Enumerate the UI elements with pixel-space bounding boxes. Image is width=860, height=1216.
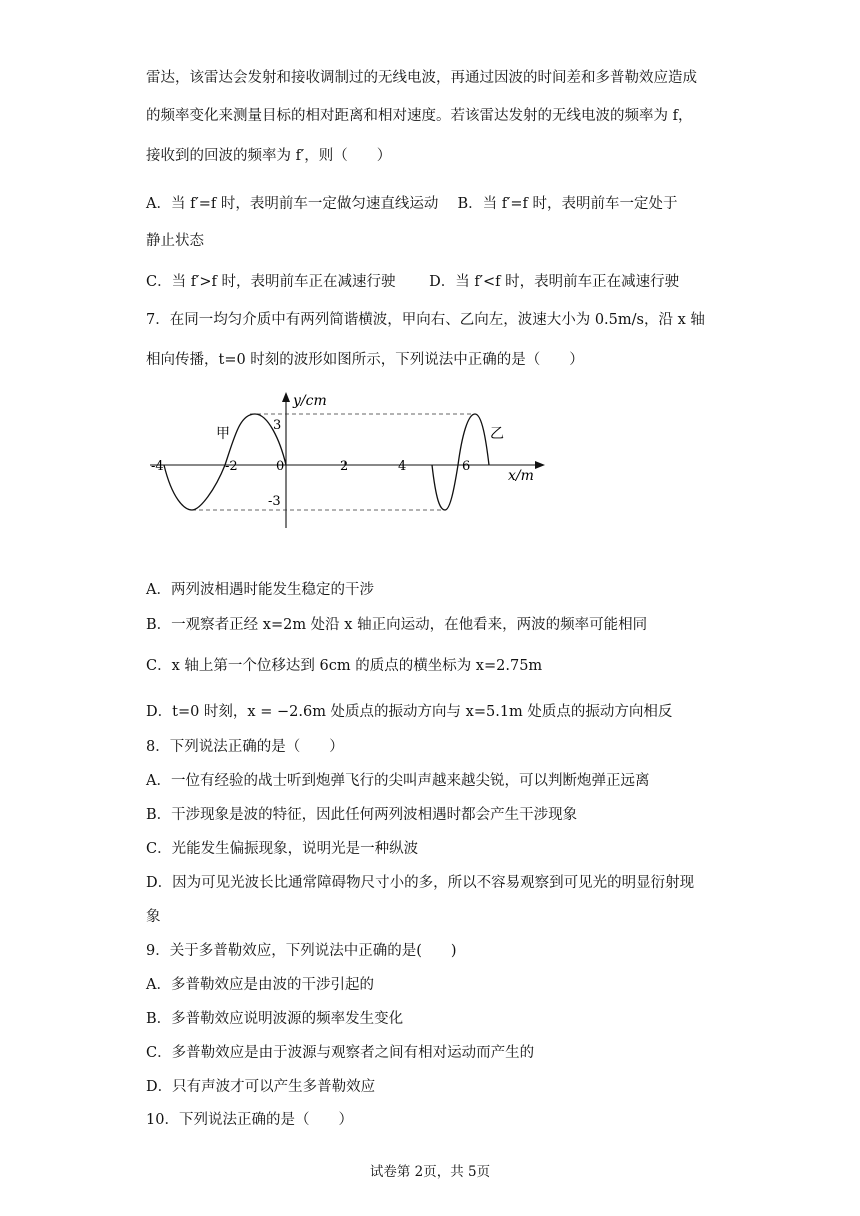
q8-option-c: C．光能发生偏振现象，说明光是一种纵波 bbox=[146, 841, 419, 857]
q8-stem: 8．下列说法正确的是（ ） bbox=[146, 739, 344, 755]
q6-stem-line-1: 雷达，该雷达会发射和接收调制过的无线电波，再通过因波的时间差和多普勒效应造成 bbox=[146, 70, 697, 86]
x-tick-neg4: -4 bbox=[151, 459, 164, 474]
wave-yi-label: 乙 bbox=[490, 426, 504, 442]
y-tick-neg3: -3 bbox=[268, 494, 281, 509]
y-tick-3: 3 bbox=[273, 418, 282, 433]
page-footer: 试卷第 2页，共 5页 bbox=[369, 1164, 491, 1180]
q6-stem-line-2: 的频率变化来测量目标的相对距离和相对速度。若该雷达发射的无线电波的频率为 f， bbox=[146, 108, 693, 124]
x-tick-neg2: -2 bbox=[225, 459, 238, 474]
wave-figure bbox=[140, 380, 560, 540]
q7-stem-line-1: 7．在同一均匀介质中有两列简谐横波，甲向右、乙向左，波速大小为 0.5m/s，沿 x 轴 bbox=[146, 312, 705, 328]
q7-option-b: B．一观察者正经 x=2m 处沿 x 轴正向运动，在他看来，两波的频率可能相同 bbox=[146, 617, 648, 633]
q6-option-b-cont: 静止状态 bbox=[146, 233, 204, 249]
q6-stem-line-3: 接收到的回波的频率为 f′，则（ ） bbox=[146, 148, 392, 164]
q9-option-a: A．多普勒效应是由波的干涉引起的 bbox=[146, 977, 374, 993]
x-axis-arrow-icon bbox=[535, 461, 545, 469]
q9-option-b: B．多普勒效应说明波源的频率发生变化 bbox=[146, 1011, 404, 1027]
q7-option-d: D．t=0 时刻，x = −2.6m 处质点的振动方向与 x=5.1m 处质点的振动方向相反 bbox=[146, 704, 673, 720]
x-tick-0: 0 bbox=[276, 459, 285, 474]
q7-option-a: A．两列波相遇时能发生稳定的干涉 bbox=[146, 582, 374, 598]
x-tick-6: 6 bbox=[462, 459, 471, 474]
q8-option-d-cont: 象 bbox=[146, 909, 161, 925]
q6-option-cd: C．当 f′>f 时，表明前车正在减速行驶 D．当 f′<f 时，表明前车正在减速行驶 bbox=[146, 274, 680, 290]
x-axis-label: x/m bbox=[508, 468, 534, 484]
wave-jia-label: 甲 bbox=[216, 426, 230, 442]
y-axis-arrow-icon bbox=[282, 392, 290, 402]
wave-yi bbox=[432, 414, 489, 510]
q8-option-a: A．一位有经验的战士听到炮弹飞行的尖叫声越来越尖锐，可以判断炮弹正远离 bbox=[146, 773, 650, 789]
x-tick-2: 2 bbox=[340, 459, 349, 474]
q9-option-c: C．多普勒效应是由于波源与观察者之间有相对运动而产生的 bbox=[146, 1045, 535, 1061]
y-axis-label: y/cm bbox=[293, 393, 327, 409]
q7-stem-line-2: 相向传播，t=0 时刻的波形如图所示，下列说法中正确的是（ ） bbox=[146, 352, 584, 368]
q9-option-d: D．只有声波才可以产生多普勒效应 bbox=[146, 1079, 376, 1095]
q9-stem: 9．关于多普勒效应，下列说法中正确的是( ) bbox=[146, 943, 457, 959]
x-tick-4: 4 bbox=[398, 459, 407, 474]
q6-option-ab: A．当 f′=f 时，表明前车一定做匀速直线运动 B．当 f′=f 时，表明前车一定处于 bbox=[146, 196, 678, 212]
q8-option-b: B．干涉现象是波的特征，因此任何两列波相遇时都会产生干涉现象 bbox=[146, 807, 578, 823]
q10-stem: 10．下列说法正确的是（ ） bbox=[146, 1112, 353, 1128]
q7-option-c: C．x 轴上第一个位移达到 6cm 的质点的横坐标为 x=2.75m bbox=[146, 658, 543, 674]
q8-option-d: D．因为可见光波长比通常障碍物尺寸小的多，所以不容易观察到可见光的明显衍射现 bbox=[146, 875, 695, 891]
